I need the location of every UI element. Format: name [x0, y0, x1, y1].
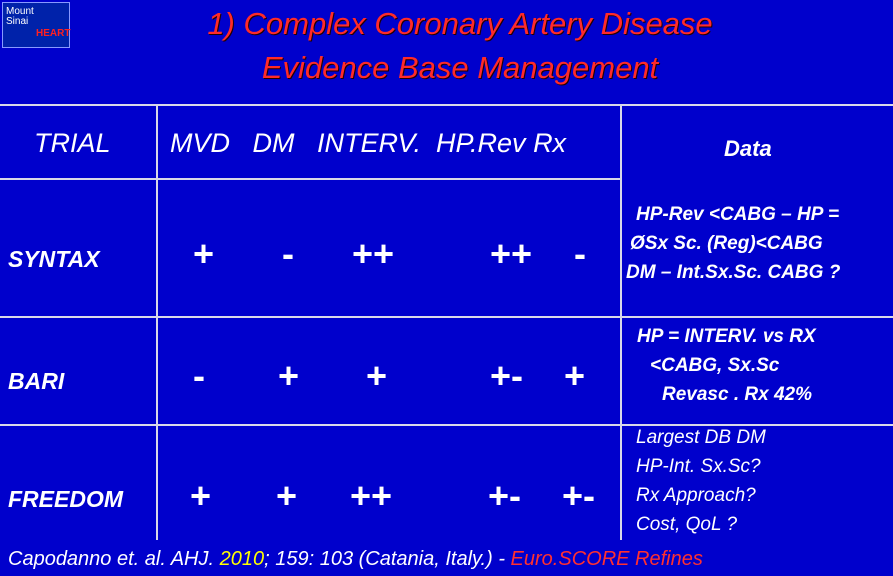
- hprev-value: +-: [490, 355, 524, 396]
- trial-name: BARI: [8, 368, 65, 394]
- trial-name: FREEDOM: [8, 486, 123, 512]
- trial-column-divider: [156, 104, 158, 540]
- data-note: HP-Rev <CABG – HP =: [636, 204, 840, 225]
- dm-value: -: [282, 233, 294, 274]
- interv-value: ++: [350, 475, 393, 516]
- header-trial: TRIAL: [34, 128, 111, 158]
- rx-value: -: [574, 233, 586, 274]
- interv-value: +: [366, 355, 388, 396]
- trial-name: SYNTAX: [8, 246, 100, 272]
- citation-year: 2010: [219, 548, 265, 570]
- dm-value: +: [278, 355, 300, 396]
- citation-prefix: Capodanno et. al. AHJ.: [8, 548, 220, 570]
- slide-title-line1: 1) Complex Coronary Artery Disease: [207, 6, 713, 41]
- hprev-value: ++: [490, 233, 533, 274]
- logo-heart-text: HEART: [36, 28, 71, 39]
- interv-value: ++: [352, 233, 395, 274]
- data-column-divider: [620, 104, 622, 540]
- rx-value: +-: [562, 475, 596, 516]
- citation-middle: ; 159: 103 (Catania, Italy.) -: [264, 548, 511, 570]
- mvd-value: +: [193, 233, 215, 274]
- citation-footer: [8, 548, 703, 571]
- rx-value: +: [564, 355, 586, 396]
- citation-highlight: Euro.SCORE Refines: [510, 548, 703, 570]
- logo-mount-sinai-text: Mount Sinai: [6, 6, 34, 27]
- header-data: Data: [724, 136, 772, 161]
- mvd-value: -: [193, 355, 205, 396]
- data-note: Largest DB DM: [636, 427, 766, 448]
- header-bottom-rule: [0, 178, 622, 180]
- table-top-rule: [0, 104, 893, 106]
- data-note: Rx Approach?: [636, 485, 756, 506]
- data-note: <CABG, Sx.Sc: [650, 355, 780, 376]
- hprev-value: +-: [488, 475, 522, 516]
- mvd-value: +: [190, 475, 212, 516]
- dm-value: +: [276, 475, 298, 516]
- row1-bottom-rule: [0, 316, 893, 318]
- data-note: DM – Int.Sx.Sc. CABG ?: [626, 262, 841, 283]
- data-note: ØSx Sc. (Reg)<CABG: [630, 233, 823, 254]
- data-note: Cost, QoL ?: [636, 514, 738, 535]
- header-columns: MVD DM INTERV. HP.Rev Rx: [170, 128, 567, 158]
- data-note: HP-Int. Sx.Sc?: [636, 456, 761, 477]
- data-note: HP = INTERV. vs RX: [637, 326, 816, 347]
- slide-title-line2: Evidence Base Management: [261, 50, 659, 85]
- data-note: Revasc . Rx 42%: [662, 384, 812, 405]
